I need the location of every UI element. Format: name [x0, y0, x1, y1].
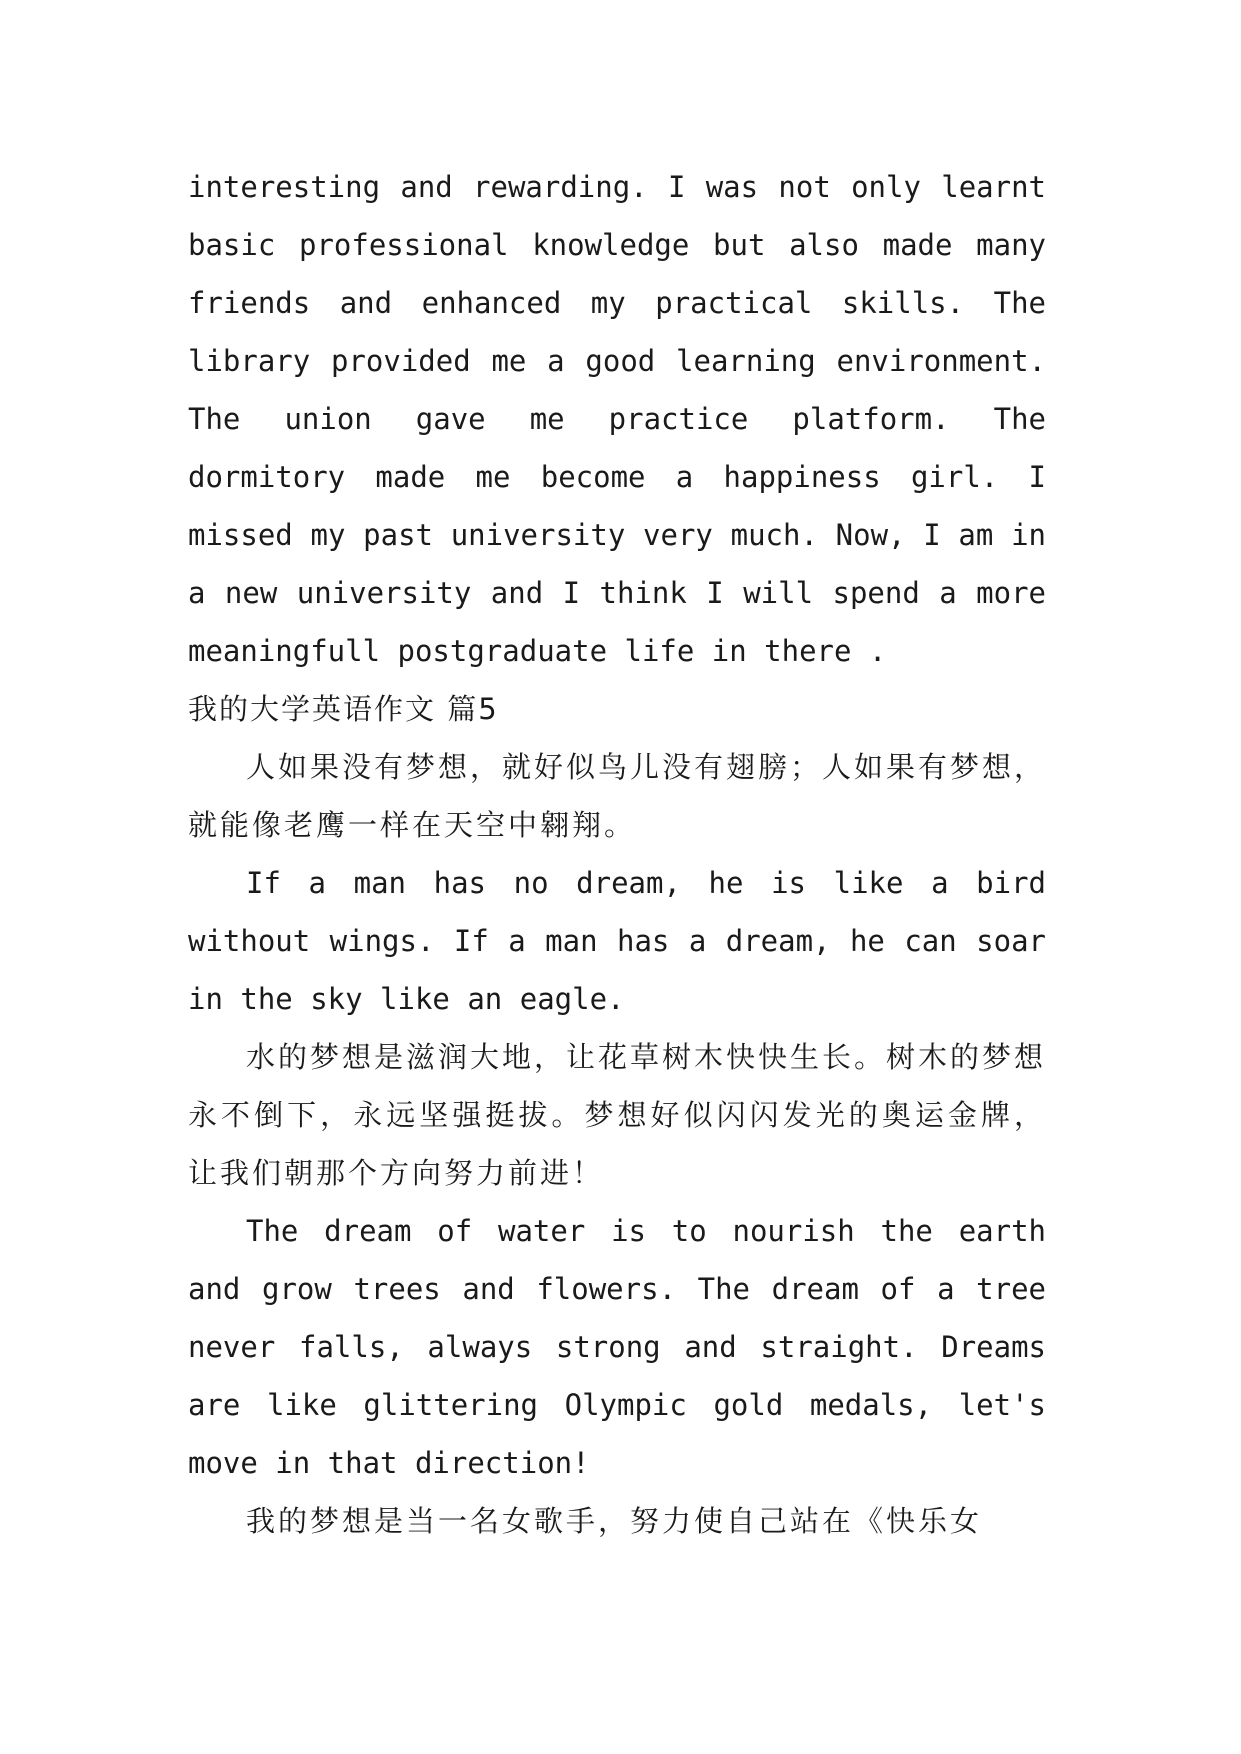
paragraph-dream-en-2: The dream of water is to nourish the earth and grow trees and flowers. The dream of a tree never falls, always strong and straight. Dreams are like glittering Olympic gold medals, let's move in that direction! — [188, 1214, 1046, 1480]
document-page — [188, 158, 1046, 1550]
paragraph-dream-zh-3: 我的梦想是当一名女歌手，努力使自己站在《快乐女 — [246, 1504, 983, 1538]
paragraph-dream-zh-2: 水的梦想是滋润大地，让花草树木快快生长。树木的梦想永不倒下，永远坚强挺拔。梦想好似闪闪发光的奥运金牌，让我们朝那个方向努力前进！ — [188, 1040, 1047, 1190]
paragraph-university-life-en: interesting and rewarding. I was not only learnt basic professional knowledge but also made many friends and enhanced my practical skills. The library provided me a good learning environment. The union gave me practice platform. The dormitory made me become a happiness girl. I missed my past university very much. Now, I am in a new university and I think I will spend a more meaningfull postgraduate life in there . — [188, 170, 1046, 668]
section-heading: 我的大学英语作文 篇5 — [188, 692, 499, 726]
paragraph-dream-en-1: If a man has no dream, he is like a bird without wings. If a man has a dream, he can soar in the sky like an eagle. — [188, 866, 1046, 1016]
paragraph-dream-zh-1: 人如果没有梦想，就好似鸟儿没有翅膀；人如果有梦想，就能像老鹰一样在天空中翱翔。 — [188, 750, 1047, 842]
